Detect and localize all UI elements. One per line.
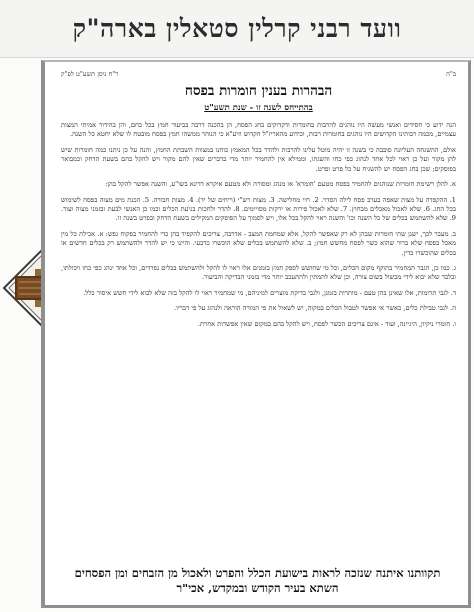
paragraphs: [61, 121, 456, 329]
document-subtitle: בהתייחס לשנה זו - שנת תשע"ט: [204, 103, 313, 113]
document-date: ר"ח ניסן תשע"ט לפ"ק: [61, 70, 119, 78]
document-title: הבהרות בענין חומרות בפסח: [184, 83, 333, 99]
paragraph-list: 1. ההקפדה על מצות שאפה בערב פסח לילה הסדר. 2. חיי מחלישה. 3. מצות רש"י (ריחים של יד). 4. מצות חבורה. 5. הכנת מים מצוה בפסח לשימוש בכל החג. 6. שלא לאכול מאכלים מבחוץ. 7. שלא לאכול פירות או ירקות מסויימים. 8. להדר ולחכות בגיעת הכלים וכמו כן האנשי לבעת ובזמני מצוה ועוד. 9. שלא להשתמש בכלים של כל השנה וכו' והשנה ראוי להקל בכל אלו, ויש לסמוך על הפוסקים המקילים בשעת הדחק ובפרט בשנה זו.: [61, 195, 456, 223]
paragraph-intro: הנה ידוע כי חסידים ואנשי מעשה היו נוהגים להרבות בחומרות ודקדוקים בחג הפסח, הן בהכנה דרבה בביעור חמץ בכל כחם, והן בהידור אמיתי המצות עצמיים, מכמה רבותינו הקדושים היו נוהגים בחומרות רבות, וכידוע מהאריז"ל הקדוש וזיע"א כי הנוהר ממשהו חמץ בפסח מובטח לו שלא יחטא כל השנה.: [61, 121, 456, 139]
paragraph-section-d: ד. לגבי תרומות, אלו שאינן בהן טעם - מותרות בזמנן, ולגבי בדיקת מוצרים למיניהם, מי שמחמיר ראוי לו להקל בזה שלא לבוא לידי חשש איסור כלל.: [83, 288, 456, 297]
paragraph-context: אולם, ההשגחה העליונה סובבה כי בשנה זו יהיה מוטל עלינו להרבות ולהדר בכל המאמץ כוחנו במצוות השבתת החמץ, והנה על כן ניתנו כמה חומרות שיש להן מקור ועל כן ראוי לכל אחד לנהוג כפי כחו והשגתו, וממילא אין להחמיר יותר מדי בדברים שאין להם מקור ויש להקל בהם בשעת הדחק וכמבואר בפוסקים; שכן בחג הפסח יש להשגיח על כל פרט ופרט.: [61, 145, 456, 173]
paragraph-section-b: ב. מעבר לכך, ישנן שתי חומרות שבהן לא רק שאפשר להקל, אלא שמחמת המצב - אדרבה, צריכים להקפיד בהן כדי להחמיר בפקוח נפש: א. אכילת כל מין מאכל בפסח שלא ברור שהוא כשר לפסח מחשש חמץ; ב. שלא להשתמש בכלים שלא הוכשרו כדבעי. והיינו כי יש להדר ולהשתמש רק בכלים חדשים או בכלים שהוכשרו כדין.: [61, 229, 456, 257]
masthead: [0, 0, 474, 58]
meta-row: [61, 68, 456, 80]
document-body: [41, 60, 471, 608]
document-mark: ב"ה: [446, 70, 456, 78]
masthead-title: וועד רבני קרלין סטאלין בארה"ק: [72, 13, 402, 43]
closing-statement: תקוותנו איתנה שנזכה לראות בישועת הכלל והפרט ולאכול מן הזבחים ומן הפסחים השתא בעיר הקודש ובמקדש, אכי"ר: [74, 565, 441, 596]
paragraph-section-a: א. להלן רשימת חומרות שנוהגים להחמיר בפסח מטעם 'חומרא' או מנהג ומסורה ולא מטעם איקרא דדינא בשו"ע, והשנה אפשר להקל בהן:: [105, 180, 456, 189]
paragraph-section-c: ג. כמו כן, הגבר המחמיר בתוקף מקום הכלים, וכל מי שחושש לספק חמץ בזמנים אלו ראוי לו להקל ולהשתמש בכלים נפרדים, וכל אחד ינהג כפי כחו ויכולתו, ובלבד שלא יבוא לידי מכשול בשום צורה, וכן שלא להמתין ולהתעכב יותר מדי בזמני הבדיקה והביעור.: [61, 264, 456, 282]
paragraph-section-e: ה. לגבי טבילת כלים, כאשר אי אפשר לטבול הכלים במקוה, יש לשאול את פי המורה הוראה ולנהוג על פי דבריו.: [174, 304, 456, 313]
paragraph-section-f: ו. חומרי ניקיון, היגיינה, ועוד - אינם צריכים הכשר לפסח, ויש להקל בהם במקום שאין אפשרות אחרת.: [197, 319, 456, 328]
